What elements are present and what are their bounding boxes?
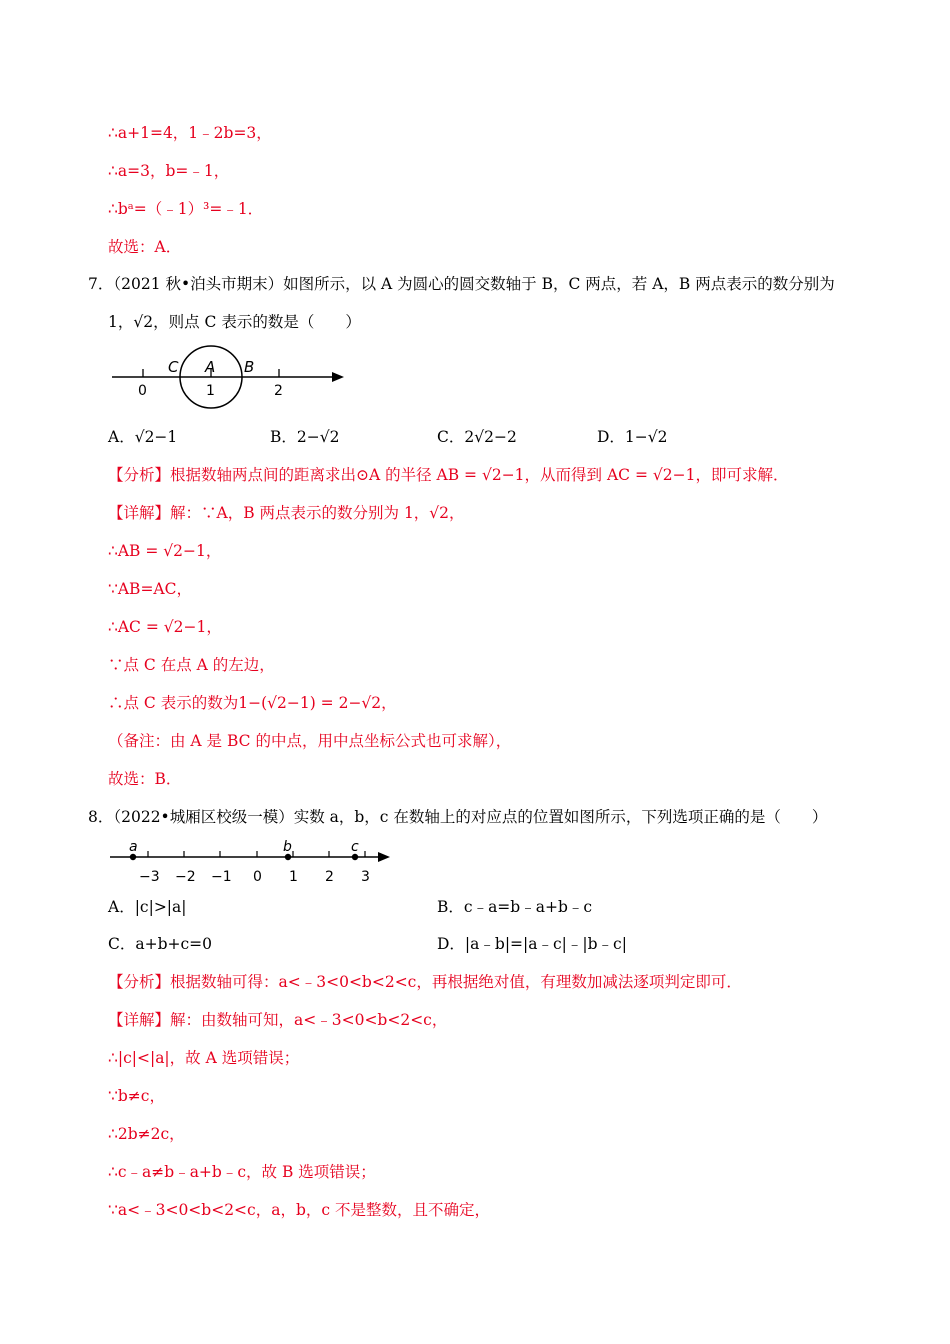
point-b-label: B bbox=[244, 358, 255, 376]
point-a-label: A bbox=[205, 358, 216, 376]
q7-detail-1: 【详解】解：∵A，B 两点表示的数分别为 1，√2， bbox=[108, 504, 465, 522]
tick-label-0: 0 bbox=[253, 869, 262, 885]
q8-detail-5: ∴c﹣a≠b﹣a+b﹣c，故 B 选项错误； bbox=[108, 1163, 376, 1181]
prev-answer: 故选：A． bbox=[108, 238, 182, 256]
q8-option-d: D．|a﹣b|=|a﹣c|﹣|b﹣c| bbox=[437, 935, 627, 953]
q7-detail-4: ∴AC = √2−1， bbox=[108, 618, 222, 636]
q7-stem-line2: 1，√2，则点 C 表示的数是（ ） bbox=[108, 313, 361, 331]
tick-label-3: 3 bbox=[361, 869, 370, 885]
q7-number-line-figure bbox=[108, 342, 358, 412]
q7-stem-line1: 7．（2021 秋•泊头市期末）如图所示，以 A 为圆心的圆交数轴于 B，C 两点，若 A，B 两点表示的数分别为 bbox=[88, 275, 835, 293]
tick-label-neg2: −2 bbox=[175, 869, 196, 885]
q8-number-line-figure bbox=[108, 838, 398, 888]
q7-option-b: B．2−√2 bbox=[270, 428, 340, 446]
q8-analysis: 【分析】根据数轴可得：a<﹣3<0<b<2<c，再根据绝对值，有理数加减法逐项判定即可． bbox=[108, 973, 742, 991]
q7-detail-5: ∵点 C 在点 A 的左边， bbox=[108, 656, 275, 674]
q8-option-b: B．c﹣a=b﹣a+b﹣c bbox=[437, 898, 593, 916]
q8-detail-3: ∵b≠c， bbox=[108, 1087, 165, 1105]
prev-step-3: ∴bᵃ=（﹣1）³=﹣1． bbox=[108, 200, 264, 218]
point-a-label: a bbox=[129, 839, 138, 855]
q7-detail-3: ∵AB=AC， bbox=[108, 580, 192, 598]
tick-label-1: 1 bbox=[289, 869, 298, 885]
q7-option-a: A．√2−1 bbox=[108, 428, 178, 446]
q8-detail-4: ∴2b≠2c， bbox=[108, 1125, 185, 1143]
q8-detail-2: ∴|c|<|a|，故 A 选项错误； bbox=[108, 1049, 300, 1067]
q7-answer: 故选：B． bbox=[108, 770, 182, 788]
tick-label-0: 0 bbox=[138, 383, 147, 399]
q7-option-c: C．2√2−2 bbox=[437, 428, 517, 446]
tick-label-neg1: −1 bbox=[211, 869, 232, 885]
prev-step-2: ∴a=3，b=﹣1， bbox=[108, 162, 230, 180]
q8-option-c: C．a+b+c=0 bbox=[108, 935, 213, 953]
q7-detail-2: ∴AB = √2−1， bbox=[108, 542, 222, 560]
q8-stem: 8．（2022•城厢区校级一模）实数 a，b，c 在数轴上的对应点的位置如图所示，下列选项正确的是（ ） bbox=[88, 808, 828, 826]
point-b-label: b bbox=[283, 839, 292, 855]
q8-detail-1: 【详解】解：由数轴可知，a<﹣3<0<b<2<c， bbox=[108, 1011, 448, 1029]
q8-detail-6: ∵a<﹣3<0<b<2<c，a，b，c 不是整数，且不确定， bbox=[108, 1201, 490, 1219]
q7-analysis: 【分析】根据数轴两点间的距离求出⊙A 的半径 AB = √2−1，从而得到 AC = √2−1，即可求解． bbox=[108, 466, 789, 484]
tick-label-1: 1 bbox=[206, 383, 215, 399]
q7-option-d: D．1−√2 bbox=[597, 428, 668, 446]
q7-detail-7: （备注：由 A 是 BC 的中点，用中点坐标公式也可求解）， bbox=[108, 732, 512, 750]
point-c-label: c bbox=[351, 839, 359, 855]
prev-step-1: ∴a+1=4，1﹣2b=3， bbox=[108, 124, 272, 142]
tick-label-2: 2 bbox=[274, 383, 283, 399]
q8-option-a: A．|c|>|a| bbox=[108, 898, 187, 916]
tick-label-neg3: −3 bbox=[139, 869, 160, 885]
point-c-label: C bbox=[168, 358, 179, 376]
q7-detail-6: ∴点 C 表示的数为1−(√2−1) = 2−√2， bbox=[108, 694, 397, 712]
tick-label-2: 2 bbox=[325, 869, 334, 885]
